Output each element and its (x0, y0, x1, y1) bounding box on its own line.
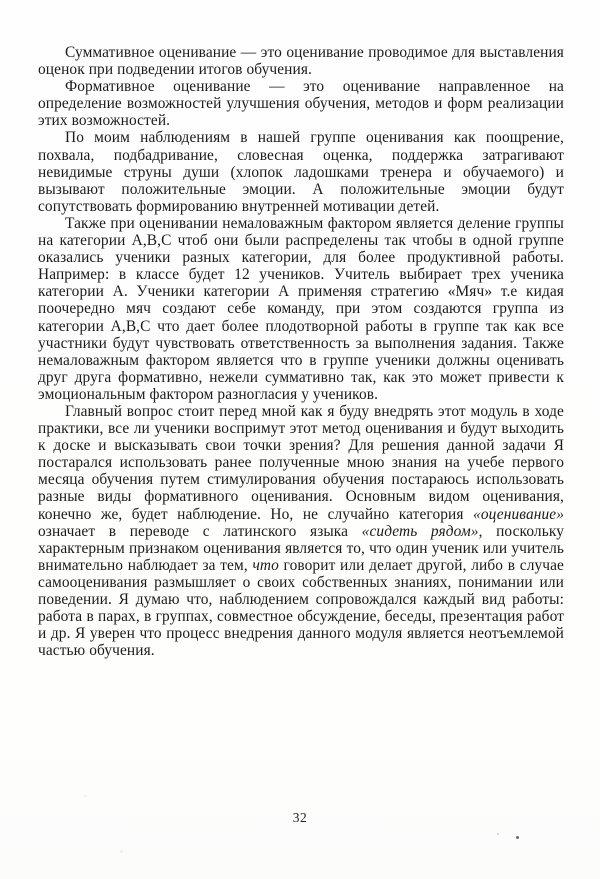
paragraph (38, 78, 564, 129)
page-text (38, 44, 564, 659)
text-segment: Также при оценивании немаловажным фактором является деление группы на категории А,В,С чтоб они были распределены так чтобы в одной группе оказались ученики разных категории, для более продуктивной работы. Например: в классе будет 12 учеников. Учитель выбирает трех ученика категории А. Ученики категории А применяя стратегию «Мяч» т.е кидая поочередно мяч создают себе команду, при этом создаются группа из категории А,В,С что дает более плодотворной работы в группе так как все участники будут чувствовать ответственность за выполнения задания. Также немаловажным фактором является что в группе ученики должны оценивать друг друга формативно, нежели суммативно так, как это может привести к эмоциональным фактором разногласия у учеников. (38, 214, 564, 403)
scan-speck (120, 850, 123, 853)
text-segment: По моим наблюдениям в нашей группе оценивания как поощрение, похвала, подбадривание, словесная оценка, поддержка затрагивают невидимые струны души (хлопок ладошками тренера и обучаемого) и вызывают положительные эмоции. А положительные эмоции будут сопутствовать формированию внутренней мотивации детей. (38, 129, 564, 215)
paragraph (38, 44, 564, 78)
text-segment: , поскольку характерным признаком оценивания является то, что один ученик или учитель внимательно наблюдает за тем, (38, 522, 564, 574)
page-number: 32 (292, 810, 308, 825)
scan-speck (497, 833, 499, 835)
text-segment-italic: «оценивание» (473, 505, 564, 523)
text-segment-italic: «сидеть рядом» (361, 522, 479, 540)
scan-speck (84, 795, 87, 797)
paragraph (38, 215, 564, 403)
paragraph (38, 129, 564, 214)
scan-speck (516, 836, 519, 839)
text-segment: означает в переводе с латинского языка (38, 522, 362, 540)
paragraph (38, 403, 564, 659)
text-segment: говорит или делает другой, либо в случае самооценивания размышляет о своих собственных знаниях, понимании или поведении. Я думаю что, наблюдением сопровождался каждый вид работы: работа в парах, в группах, совместное обсуждение, беседы, презентация работ и др. Я уверен что процесс внедрения данного модуля является неотъемлемой частью обучения. (38, 556, 564, 660)
text-segment: Суммативное оценивание — это оценивание проводимое для выставления оценок при подведении итогов обучения. (38, 44, 564, 79)
text-segment: Главный вопрос стоит перед мной как я буду внедрять этот модуль в ходе практики, все ли ученики воспримут этот метод оценивания и будут выходить к доске и высказывать свои точки зрения? Для решения данной задачи Я постарался использовать ранее полученные мною знания на учебе первого месяца обучения путем стимулирования обучения постараюсь использовать разные виды формативного оценивания. Основным видом оценивания, конечно же, будет наблюдение. Но, не случайно категория (38, 402, 564, 523)
text-segment: Формативное оценивание — это оценивание направленное на определение возможностей улучшения обучения, методов и форм реализации этих возможностей. (38, 78, 564, 130)
text-segment-italic: что (252, 556, 279, 574)
